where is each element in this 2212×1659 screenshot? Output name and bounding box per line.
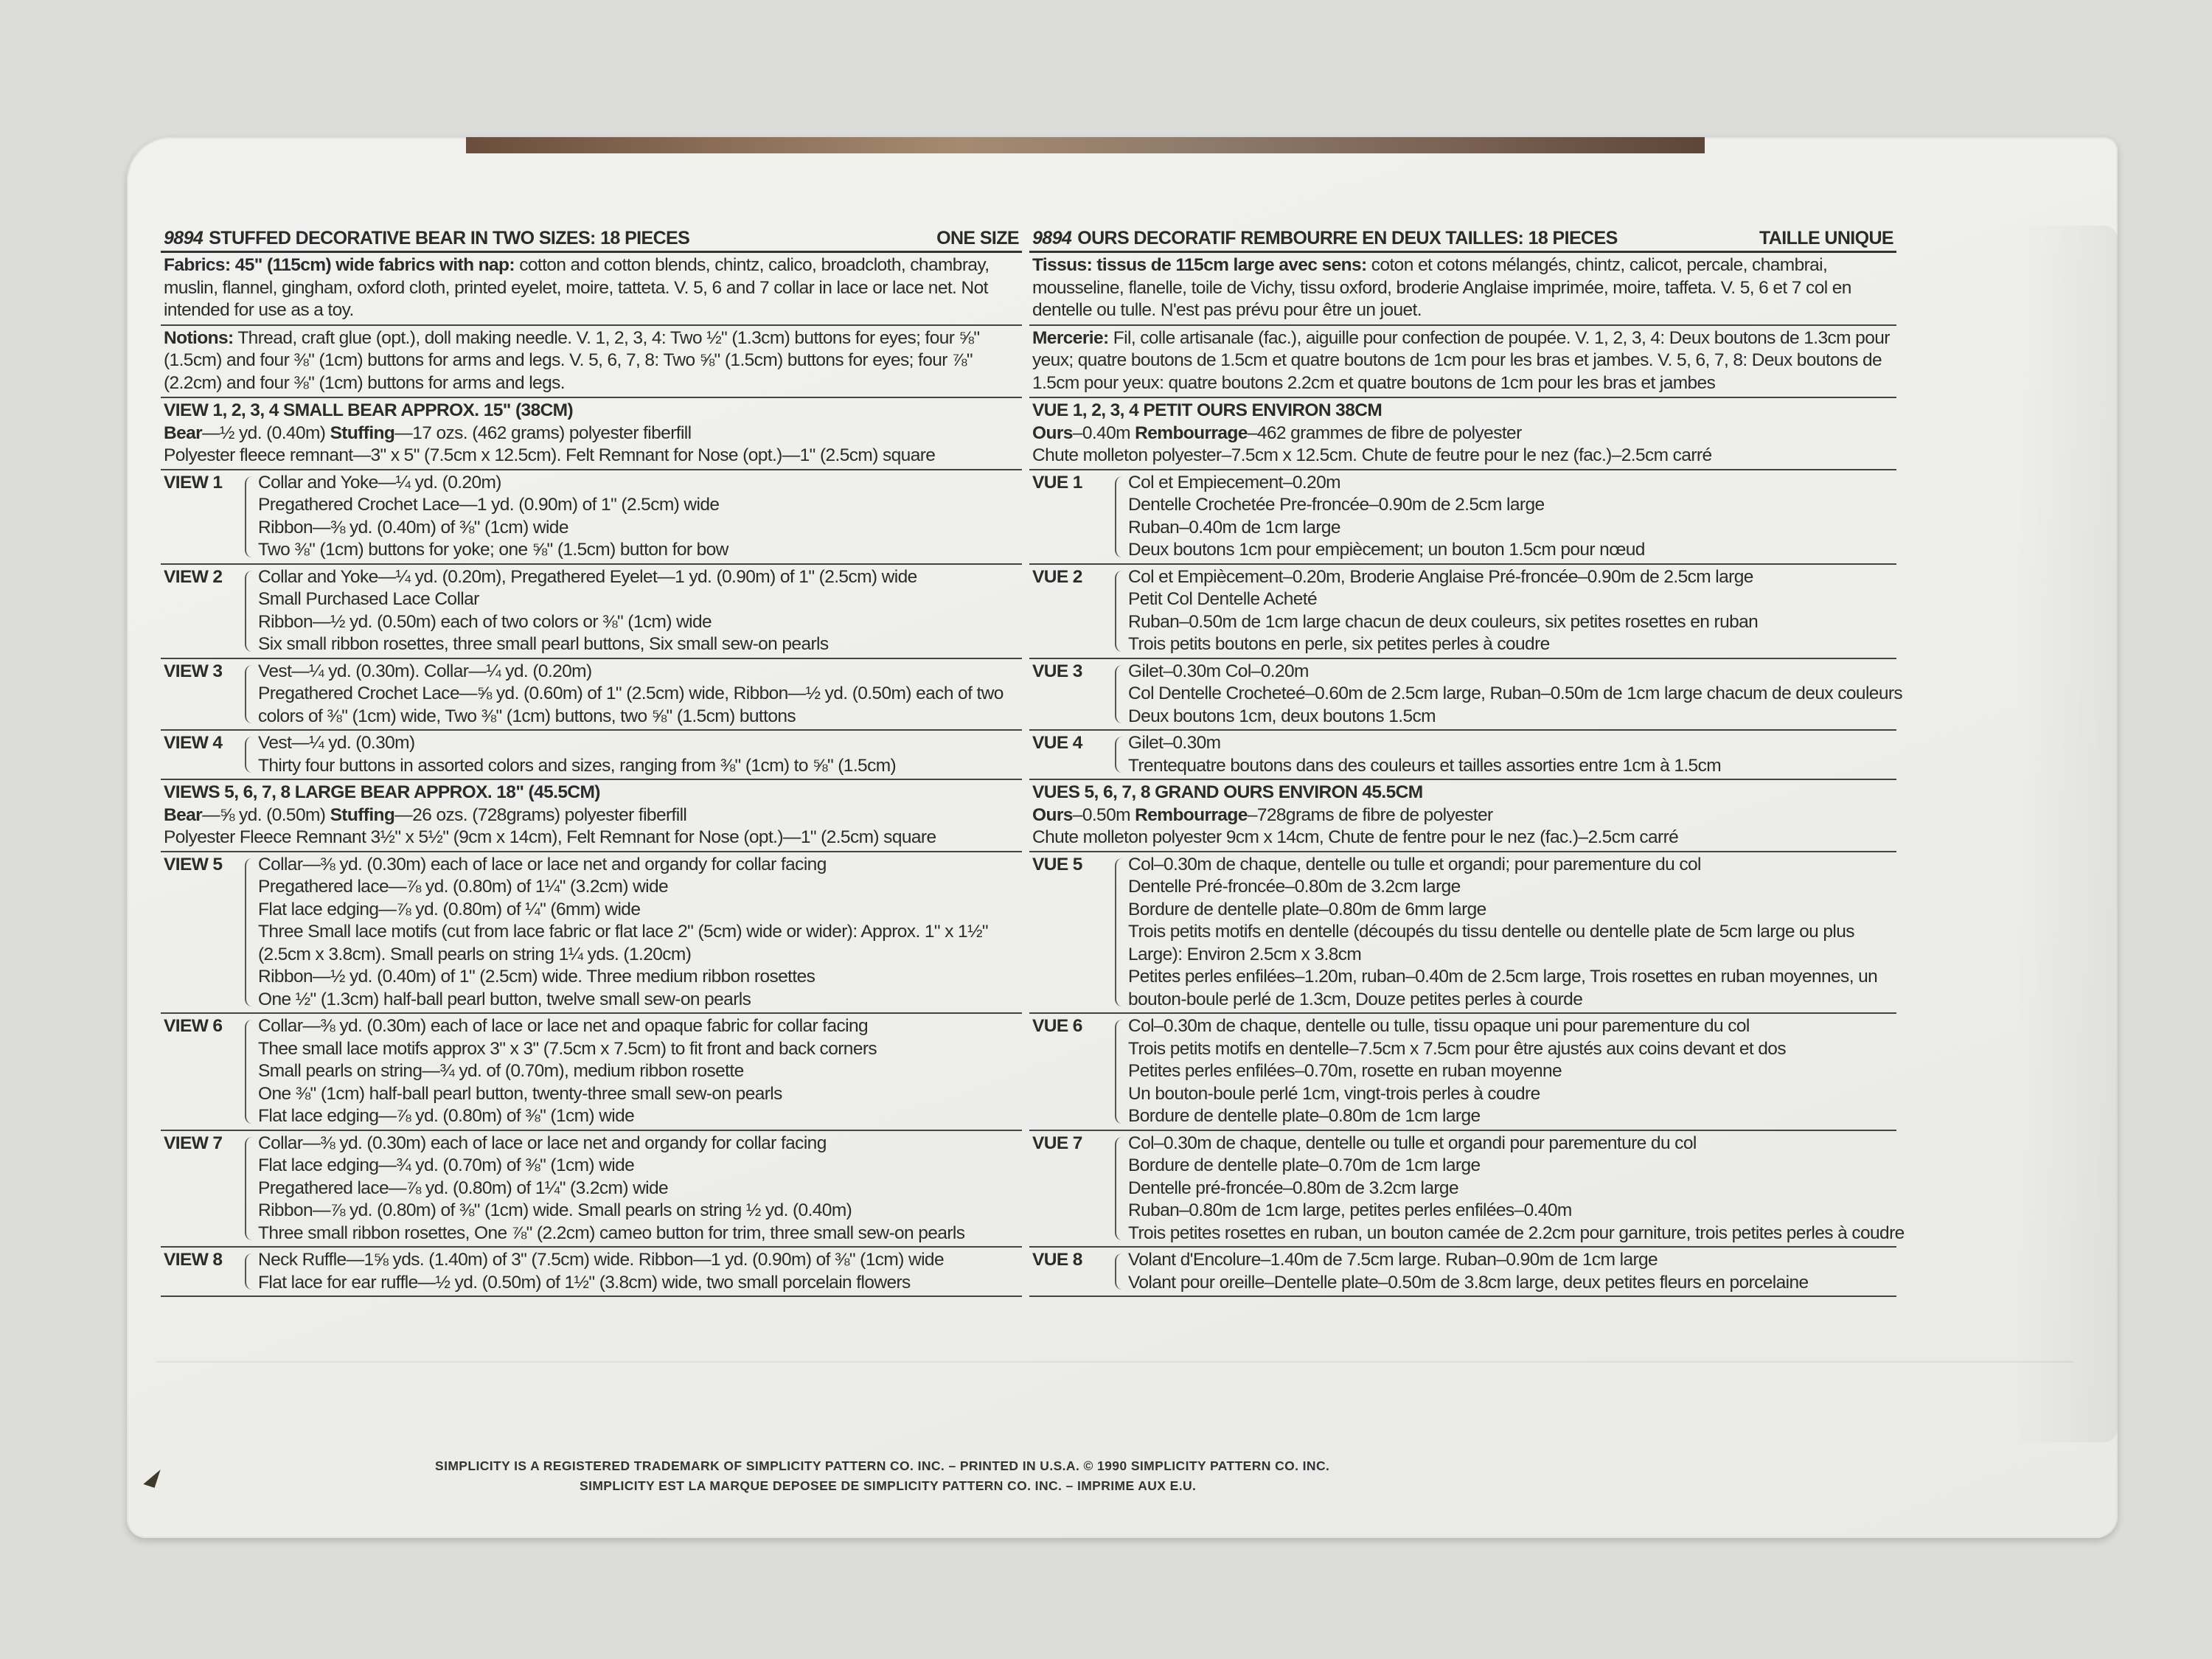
english-column — [161, 227, 1022, 1297]
brace-icon — [1115, 1137, 1124, 1241]
view-label: VIEW 1 — [164, 472, 223, 493]
view-block — [161, 1131, 1022, 1248]
requirement-line: Gilet–0.30m Col–0.20m — [1128, 661, 1309, 681]
bear-label: Bear — [164, 422, 203, 443]
requirement-line: Ribbon—⅜ yd. (0.40m) of ⅜" (1cm) wide — [258, 517, 568, 538]
requirement-line: Trois petits boutons en perle, six petites perles à coudre — [1128, 634, 1550, 654]
brace-icon — [245, 737, 254, 773]
french-size: TAILLE UNIQUE — [1759, 227, 1893, 248]
small-bear-heading: VUE 1, 2, 3, 4 PETIT OURS ENVIRON 38CM — [1032, 400, 1382, 420]
notions-label: Mercerie: — [1032, 327, 1109, 348]
stuffing-amount: —26 ozs. (728grams) polyester fiberfill — [394, 804, 687, 825]
requirement-line: (2.5cm x 3.8cm). Small pearls on string 1¼ yds. (1.20cm) — [258, 944, 692, 964]
requirement-line: Flat lace edging—⅞ yd. (0.80m) of ¼" (6mm) wide — [258, 899, 641, 919]
requirement-line: Two ⅜" (1cm) buttons for yoke; one ⅝" (1.5cm) button for bow — [258, 540, 728, 560]
requirement-line: Bordure de dentelle plate–0.80m de 1cm large — [1128, 1106, 1481, 1126]
small-bear-section — [1029, 398, 1896, 470]
view-label: VUE 8 — [1032, 1250, 1082, 1270]
requirement-line: Deux boutons 1cm pour empiècement; un bouton 1.5cm pour nœud — [1128, 540, 1645, 560]
requirement-line: Large): Environ 2.5cm x 3.8cm — [1128, 944, 1362, 964]
requirement-line: Collar and Yoke—¼ yd. (0.20m), Pregathered Eyelet—1 yd. (0.90m) of 1" (2.5cm) wide — [258, 566, 917, 587]
stuffing-label: Rembourrage — [1135, 422, 1248, 443]
view-label: VUE 3 — [1032, 661, 1082, 681]
requirement-line: Collar and Yoke—¼ yd. (0.20m) — [258, 472, 501, 493]
large-bear-heading: VIEWS 5, 6, 7, 8 LARGE BEAR APPROX. 18" (45.5CM) — [164, 782, 600, 802]
view-requirements — [258, 854, 1022, 1012]
english-title-row — [161, 227, 1022, 253]
view-block — [1029, 565, 1896, 659]
requirement-line: Trois petits motifs en dentelle (découpés du tissu dentelle ou dentelle plate de 5cm large ou plus — [1128, 922, 1854, 942]
pattern-number: 9894 — [1032, 227, 1072, 248]
requirement-line: Trois petites rosettes en ruban, un bouton camée de 2.2cm pour garniture, trois petites perles à coudre — [1128, 1222, 1905, 1243]
requirement-line: Collar—⅜ yd. (0.30m) each of lace or lace net and opaque fabric for collar facing — [258, 1016, 869, 1036]
view-block — [1029, 1131, 1905, 1248]
requirement-line: Col–0.30m de chaque, dentelle ou tulle, tissu opaque uni pour parementure du col — [1128, 1016, 1750, 1036]
large-bear-section — [161, 780, 1022, 852]
requirement-line: Pregathered lace—⅞ yd. (0.80m) of 1¼" (3.2cm) wide — [258, 1178, 669, 1198]
english-title: STUFFED DECORATIVE BEAR IN TWO SIZES: 18 PIECES — [209, 227, 690, 248]
requirement-line: One ⅜" (1cm) half-ball pearl button, twenty-three small sew-on pearls — [258, 1083, 782, 1104]
view-requirements — [258, 661, 1022, 728]
view-requirements — [1128, 1249, 1896, 1294]
instruction-sheet — [161, 227, 1905, 1326]
view-label: VIEW 5 — [164, 854, 223, 874]
view-label: VUE 6 — [1032, 1016, 1082, 1036]
notions-label: Notions: — [164, 327, 234, 348]
fabrics-text: cotton and cotton blends, chintz, calico, broadcloth, chambray, muslin, flannel, gingham, oxford cloth, printed eyelet, moire, tatteta. V. 5, 6 and 7 collar in lace or lace net. Not intended for use as a toy. — [164, 255, 990, 320]
requirement-line: Ribbon—½ yd. (0.40m) of 1" (2.5cm) wide. Three medium ribbon rosettes — [258, 967, 815, 987]
view-block — [1029, 1014, 1896, 1131]
view-requirements — [1128, 854, 1896, 1012]
view-block — [1029, 659, 1903, 731]
view-requirements — [1128, 661, 1905, 728]
requirement-line: Small pearls on string—¾ yd. of (0.70m), medium ribbon rosette — [258, 1061, 744, 1081]
requirement-line: colors of ⅜" (1cm) wide, Two ⅜" (1cm) buttons, two ⅝" (1.5cm) buttons — [258, 706, 796, 726]
requirement-line: Ruban–0.50m de 1cm large chacun de deux couleurs, six petites rosettes en ruban — [1128, 611, 1759, 632]
copyright-footer — [435, 1456, 1438, 1496]
requirement-line: Volant pour oreille–Dentelle plate–0.50m de 3.8cm large, deux petites fleurs en porcelaine — [1128, 1272, 1809, 1293]
english-views-5-8 — [161, 852, 1022, 1298]
french-title-row — [1029, 227, 1896, 253]
large-bear-fleece: Chute molleton polyester 9cm x 14cm, Chute de fentre pour le nez (fac.)–2.5cm carré — [1032, 827, 1679, 847]
requirement-line: Vest—¼ yd. (0.30m) — [258, 733, 415, 753]
requirement-line: Un bouton-boule perlé 1cm, vingt-trois perles à coudre — [1128, 1083, 1540, 1104]
english-notions — [161, 326, 1022, 399]
large-bear-heading: VUES 5, 6, 7, 8 GRAND OURS ENVIRON 45.5CM — [1032, 782, 1423, 802]
brace-icon — [1115, 476, 1124, 557]
requirement-line: Pregathered lace—⅞ yd. (0.80m) of 1¼" (3.2cm) wide — [258, 877, 669, 897]
requirement-line: Ruban–0.80m de 1cm large, petites perles enfilées–0.40m — [1128, 1200, 1572, 1220]
requirement-line: Flat lace edging—¾ yd. (0.70m) of ⅜" (1cm) wide — [258, 1155, 635, 1175]
fabrics-label: Fabrics: 45" (115cm) wide fabrics with nap: — [164, 255, 515, 275]
view-block — [161, 1248, 1022, 1297]
view-label: VUE 4 — [1032, 733, 1082, 753]
bear-yardage: –0.50m — [1072, 804, 1130, 825]
requirement-line: Small Purchased Lace Collar — [258, 589, 479, 609]
brace-icon — [245, 1020, 254, 1124]
view-requirements — [1128, 472, 1896, 562]
requirement-line: Ruban–0.40m de 1cm large — [1128, 517, 1340, 538]
requirement-line: Col Dentelle Crocheteé–0.60m de 2.5cm large, Ruban–0.50m de 1cm large chacum de deux couleurs — [1128, 684, 1903, 703]
view-requirements — [258, 472, 1022, 562]
view-block — [161, 731, 1022, 780]
requirement-line: One ½" (1.3cm) half-ball pearl button, twelve small sew-on pearls — [258, 989, 751, 1009]
view-label: VIEW 7 — [164, 1133, 223, 1153]
view-block — [161, 565, 1022, 659]
view-label: VUE 1 — [1032, 472, 1082, 493]
requirement-line: Neck Ruffle—1⅝ yds. (1.40m) of 3" (7.5cm) wide. Ribbon—1 yd. (0.90m) of ⅜" (1cm) wide — [258, 1250, 944, 1270]
footer-line-english: SIMPLICITY IS A REGISTERED TRADEMARK OF SIMPLICITY PATTERN CO. INC. – PRINTED IN U.S.A. © 1990 SIMPLICITY PATTERN CO. INC. — [435, 1458, 1330, 1473]
requirement-line: Vest—¼ yd. (0.30m). Collar—¼ yd. (0.20m) — [258, 661, 592, 681]
brace-icon — [1115, 571, 1124, 652]
brace-icon — [1115, 665, 1124, 724]
french-notions — [1029, 326, 1896, 399]
view-label: VIEW 6 — [164, 1016, 223, 1036]
bear-label: Bear — [164, 804, 203, 825]
view-label: VIEW 8 — [164, 1250, 223, 1270]
french-fabrics — [1029, 253, 1896, 326]
view-label: VUE 2 — [1032, 566, 1082, 587]
requirement-line: Flat lace for ear ruffle—½ yd. (0.50m) of 1½" (3.8cm) wide, two small porcelain flowers — [258, 1272, 911, 1293]
view-block — [1029, 470, 1896, 565]
requirement-line: Pregathered Crochet Lace—1 yd. (0.90m) of 1" (2.5cm) wide — [258, 495, 720, 515]
requirement-line: Thee small lace motifs approx 3" x 3" (7.5cm x 7.5cm) to fit front and back corners — [258, 1038, 877, 1059]
requirement-line: Thirty four buttons in assorted colors and sizes, ranging from ⅜" (1cm) to ⅝" (1.5cm) — [258, 755, 897, 776]
requirement-line: Petites perles enfilées–1.20m, ruban–0.40m de 2.5cm large, Trois rosettes en ruban moyennes, un — [1128, 967, 1878, 987]
footer-line-french: SIMPLICITY EST LA MARQUE DEPOSEE DE SIMPLICITY PATTERN CO. INC. – IMPRIME AUX E.U. — [580, 1478, 1197, 1493]
requirement-line: Dentelle pré-froncée–0.80m de 3.2cm large — [1128, 1178, 1458, 1198]
view-label: VUE 5 — [1032, 854, 1082, 874]
french-column — [1029, 227, 1905, 1297]
view-requirements — [1128, 732, 1896, 777]
view-block — [1029, 852, 1896, 1015]
requirement-line: Flat lace edging—⅞ yd. (0.80m) of ⅜" (1cm) wide — [258, 1106, 635, 1126]
view-requirements — [258, 1249, 1022, 1294]
notions-text: Thread, craft glue (opt.), doll making needle. V. 1, 2, 3, 4: Two ½" (1.3cm) buttons for eyes; four ⅝" (1.5cm) and four ⅜" (1cm) buttons for arms and legs. V. 5, 6, 7, 8: Two ⅝" (1.5cm) buttons for eyes; four ⅞" (2.2cm) and four ⅜" (1cm) buttons for arms and legs. — [164, 327, 980, 393]
view-requirements — [1128, 566, 1896, 656]
view-block — [161, 852, 1022, 1015]
envelope-flap-strip — [466, 137, 1705, 153]
requirement-line: Three small ribbon rosettes, One ⅞" (2.2cm) cameo button for trim, three small sew-on pearls — [258, 1222, 965, 1243]
view-requirements — [258, 1133, 1022, 1245]
stuffing-amount: –462 grammes de fibre de polyester — [1247, 422, 1522, 443]
english-size: ONE SIZE — [936, 227, 1019, 248]
brace-icon — [245, 858, 254, 1007]
requirement-line: Bordure de dentelle plate–0.80m de 6mm large — [1128, 899, 1486, 919]
view-label: VUE 7 — [1032, 1133, 1082, 1153]
requirement-line: Col–0.30m de chaque, dentelle ou tulle et organdi; pour parementure du col — [1128, 854, 1701, 874]
requirement-line: Col et Empiecement–0.20m — [1128, 472, 1340, 493]
requirement-line: Pregathered Crochet Lace—⅝ yd. (0.60m) of 1" (2.5cm) wide, Ribbon—½ yd. (0.50m) each of two — [258, 684, 1004, 703]
stuffing-amount: –728grams de fibre de polyester — [1247, 804, 1493, 825]
brace-icon — [245, 476, 254, 557]
requirement-line: Collar—⅜ yd. (0.30m) each of lace or lace net and organdy for collar facing — [258, 1133, 827, 1153]
view-block — [161, 659, 1022, 731]
fabrics-label: Tissus: tissus de 115cm large avec sens: — [1032, 255, 1367, 275]
brace-icon — [1115, 737, 1124, 773]
stuffing-label: Rembourrage — [1135, 804, 1248, 825]
french-views-5-8 — [1029, 852, 1905, 1298]
brace-icon — [245, 1253, 254, 1290]
small-bear-heading: VIEW 1, 2, 3, 4 SMALL BEAR APPROX. 15" (38CM) — [164, 400, 574, 420]
requirement-line: Dentelle Pré-froncée–0.80m de 3.2cm large — [1128, 877, 1461, 897]
requirement-line: Six small ribbon rosettes, three small pearl buttons, Six small sew-on pearls — [258, 634, 829, 654]
bear-yardage: —⅝ yd. (0.50m) — [202, 804, 326, 825]
small-bear-fleece: Polyester fleece remnant—3" x 5" (7.5cm x 12.5cm). Felt Remnant for Nose (opt.)—1" (2.5cm) square — [164, 445, 936, 465]
notions-text: Fil, colle artisanale (fac.), aiguille pour confection de poupée. V. 1, 2, 3, 4: Deux boutons de 1.3cm pour yeux; quatre boutons de 1.5cm et quatre boutons de 1cm pour les bras et jambes. V. 5, 6, 7, 8: Deux boutons de 1.5cm pour yeux: quatre boutons 2.2cm et quatre boutons de 1cm pour les bras et jambes — [1032, 327, 1890, 393]
large-bear-section — [1029, 780, 1896, 852]
view-requirements — [1128, 1133, 1907, 1245]
large-bear-fleece: Polyester Fleece Remnant 3½" x 5½" (9cm x 14cm), Felt Remnant for Nose (opt.)—1" (2.5cm) square — [164, 827, 936, 847]
bear-label: Ours — [1032, 804, 1073, 825]
requirement-line: Volant d'Encolure–1.40m de 7.5cm large. Ruban–0.90m de 1cm large — [1128, 1250, 1658, 1270]
requirement-line: Deux boutons 1cm, deux boutons 1.5cm — [1128, 706, 1436, 726]
requirement-line: Dentelle Crochetée Pre-froncée–0.90m de 2.5cm large — [1128, 495, 1545, 515]
requirement-line: Petit Col Dentelle Acheté — [1128, 589, 1318, 609]
requirement-line: Petites perles enfilées–0.70m, rosette en ruban moyenne — [1128, 1061, 1562, 1081]
requirement-line: Ribbon—⅞ yd. (0.80m) of ⅜" (1cm) wide. Small pearls on string ½ yd. (0.40m) — [258, 1200, 852, 1220]
view-label: VIEW 3 — [164, 661, 223, 681]
requirement-line: Col–0.30m de chaque, dentelle ou tulle et organdi pour parementure du col — [1128, 1133, 1697, 1153]
french-title: OURS DECORATIF REMBOURRE EN DEUX TAILLES: 18 PIECES — [1077, 227, 1618, 248]
english-fabrics — [161, 253, 1022, 326]
bear-label: Ours — [1032, 422, 1073, 443]
bear-yardage: —½ yd. (0.40m) — [202, 422, 326, 443]
requirement-line: Collar—⅜ yd. (0.30m) each of lace or lace net and organdy for collar facing — [258, 854, 827, 874]
requirement-line: Gilet–0.30m — [1128, 733, 1221, 753]
view-requirements — [258, 732, 1022, 777]
fabrics-text: coton et cotons mélangés, chintz, calicot, percale, chambrai, mousseline, flanelle, toile de Vichy, tissu oxford, broderie Anglaise imprimée, moire, taffeta. V. 5, 6 et 7 col en dentelle ou tulle. N'est pas prévu pour être un jouet. — [1032, 255, 1851, 320]
requirement-line: Bordure de dentelle plate–0.70m de 1cm large — [1128, 1155, 1481, 1175]
small-bear-section — [161, 398, 1022, 470]
brace-icon — [245, 571, 254, 652]
view-block — [1029, 1248, 1896, 1297]
stuffing-label: Stuffing — [330, 804, 395, 825]
view-block — [161, 1014, 1022, 1131]
view-block — [1029, 731, 1896, 780]
stuffing-label: Stuffing — [330, 422, 395, 443]
small-bear-fleece: Chute molleton polyester–7.5cm x 12.5cm. Chute de feutre pour le nez (fac.)–2.5cm carré — [1032, 445, 1712, 465]
requirement-line: bouton-boule perlé de 1.3cm, Douze petites perles à courde — [1128, 989, 1583, 1009]
view-requirements — [258, 566, 1022, 656]
brace-icon — [1115, 1253, 1124, 1290]
pattern-number: 9894 — [164, 227, 204, 248]
english-views-1-4 — [161, 470, 1022, 781]
requirement-line: Trentequatre boutons dans des couleurs et tailles assorties entre 1cm à 1.5cm — [1128, 755, 1722, 776]
view-label: VIEW 2 — [164, 566, 223, 587]
requirement-line: Three Small lace motifs (cut from lace fabric or flat lace 2" (5cm) wide or wider): Approx. 1" x 1½" — [258, 922, 989, 942]
view-requirements — [1128, 1015, 1896, 1128]
bear-yardage: –0.40m — [1072, 422, 1130, 443]
requirement-line: Trois petits motifs en dentelle–7.5cm x 7.5cm pour être ajustés aux coins devant et dos — [1128, 1038, 1786, 1059]
brace-icon — [1115, 1020, 1124, 1124]
brace-icon — [1115, 858, 1124, 1007]
brace-icon — [245, 1137, 254, 1241]
french-views-1-4 — [1029, 470, 1903, 781]
requirement-line: Col et Empiècement–0.20m, Broderie Anglaise Pré-froncée–0.90m de 2.5cm large — [1128, 566, 1753, 587]
requirement-line: Ribbon—½ yd. (0.50m) each of two colors or ⅜" (1cm) wide — [258, 611, 712, 632]
view-block — [161, 470, 1022, 565]
stuffing-amount: —17 ozs. (462 grams) polyester fiberfill — [394, 422, 692, 443]
view-requirements — [258, 1015, 1022, 1128]
brace-icon — [245, 665, 254, 724]
view-label: VIEW 4 — [164, 733, 223, 753]
